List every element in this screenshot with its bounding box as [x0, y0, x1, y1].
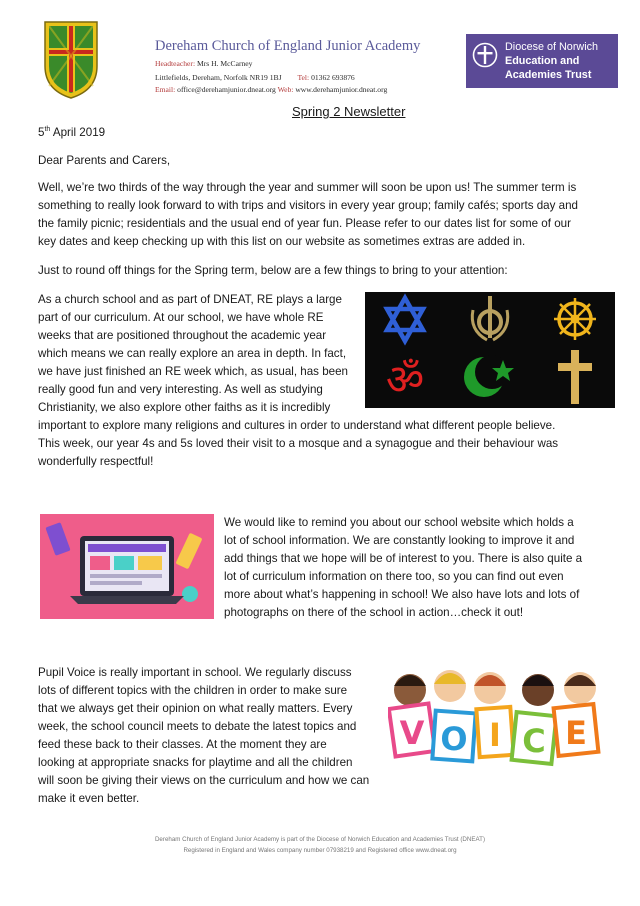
date-suffix: th [44, 126, 51, 133]
voice-letter: C [522, 722, 546, 760]
re-line: As a church school and as part of DNEAT, RE plays a large [38, 293, 342, 306]
voice-letter: E [565, 714, 587, 752]
headteacher-line [155, 59, 252, 68]
diocese-logo-box [466, 34, 618, 88]
tel-number: 01362 693876 [311, 73, 355, 82]
footer-line-2: Registered in England and Wales company number 07938219 and Registered office www.dneat.org [183, 847, 457, 854]
religious-symbols-image [365, 292, 615, 408]
intro-line: something to really look forward to with trips and visitors in every year group; family cafés; sports day and [38, 199, 578, 212]
laptop-icon [70, 536, 184, 604]
date-rest: April 2019 [50, 125, 106, 139]
website-line: We would like to remind you about our school website which holds a [224, 516, 574, 529]
address-line [155, 73, 355, 82]
school-crest-icon [42, 20, 100, 100]
om-icon: ॐ [385, 355, 425, 404]
voice-line: will soon be giving their views on the curriculum and how we can [38, 774, 370, 787]
voice-line: make it even better. [38, 792, 140, 805]
diocese-line-1: Diocese of Norwich [505, 41, 599, 53]
voice-letter: I [489, 716, 501, 754]
newsletter-title: Spring 2 Newsletter [292, 104, 406, 119]
voice-line: Pupil Voice is really important in school. We regularly discuss [38, 666, 352, 679]
children-illustration [394, 670, 596, 706]
email-address[interactable]: office@derehamjunior.dneat.org [177, 85, 276, 94]
re-line: wonderfully respectful! [38, 455, 154, 468]
website-line: lot of school information. We are constantly looking to improve it and [224, 534, 575, 547]
voice-letter: O [440, 720, 468, 758]
tel-label: Tel: [297, 73, 310, 82]
intro-line: the family picnic; residentials and the usual end of year fun. Please refer to our dates list for some of our [38, 217, 571, 230]
website-line: photographs on there of the school in action…check it out! [224, 606, 524, 619]
dharma-wheel-icon [554, 298, 596, 340]
diocese-cross-icon [472, 42, 498, 68]
voice-line: lots of different topics with the children in order to make sure [38, 684, 348, 697]
re-line: weeks that are positioned throughout the academic year [38, 329, 327, 342]
diocese-line-3: Academies Trust [505, 69, 592, 81]
salutation: Dear Parents and Carers, [38, 154, 171, 167]
voice-line: looking at appropriate snacks for playtime and all the children [38, 756, 353, 769]
re-line: important to explore many religions and cultures in order to understand what different people believe. [38, 419, 556, 432]
contact-line [155, 85, 387, 94]
re-line: This week, our year 4s and 5s loved their visit to a mosque and a synagogue and their behaviour was [38, 437, 559, 450]
footer-line-1: Dereham Church of England Junior Academy is part of the Diocese of Norwich Education and Academies Trust (DNEAT) [154, 836, 486, 843]
re-line: really good fun and very interesting. As well as studying [38, 383, 323, 396]
website-address[interactable]: www.derehamjunior.dneat.org [295, 85, 388, 94]
voice-line: week, the school council meets to debate the latest topics and [38, 720, 357, 733]
intro-line: Well, we’re two thirds of the way through the year and summer will soon be upon us! The summer term is [38, 181, 577, 194]
school-name: Dereham Church of England Junior Academy [155, 38, 421, 54]
voice-letter: V [399, 714, 425, 752]
date-day: 5 [38, 125, 45, 139]
web-label: Web: [277, 85, 294, 94]
diocese-name [505, 40, 598, 82]
re-line: part of our curriculum. At our school, we have whole RE [38, 311, 324, 324]
voice-image [388, 664, 608, 776]
re-line: we have just finished an RE week which, as usual, has been [38, 365, 348, 378]
voice-line: feed these back to their classes. At the moment they are [38, 738, 327, 751]
re-line: Christianity, we also explore other faiths as it is incredibly [38, 401, 331, 414]
website-line: lot of curriculum information on there too, so you can find out even [224, 570, 564, 583]
website-line: add things that we hope will be of interest to you. There is also quite a [224, 552, 583, 565]
letter-date [38, 121, 105, 142]
website-line: more about what’s happening in school! We also have lots and lots of [224, 588, 580, 601]
voice-line: that we always get their opinion on what really matters. Every [38, 702, 353, 715]
headteacher-name: Mrs H. McCarney [196, 59, 253, 68]
school-address: Littlefields, Dereham, Norfolk NR19 1BJ [155, 73, 282, 82]
round-off-sentence: Just to round off things for the Spring term, below are a few things to bring to your attention: [38, 264, 508, 277]
re-line: which means we can really explore an area in depth. In fact, [38, 347, 347, 360]
headteacher-label: Headteacher: [155, 59, 196, 68]
email-label: Email: [155, 85, 176, 94]
intro-line: key dates and keep checking up with this list on our website as sometimes extras are added in. [38, 235, 526, 248]
website-image [40, 514, 214, 619]
diocese-line-2: Education and [505, 55, 580, 67]
